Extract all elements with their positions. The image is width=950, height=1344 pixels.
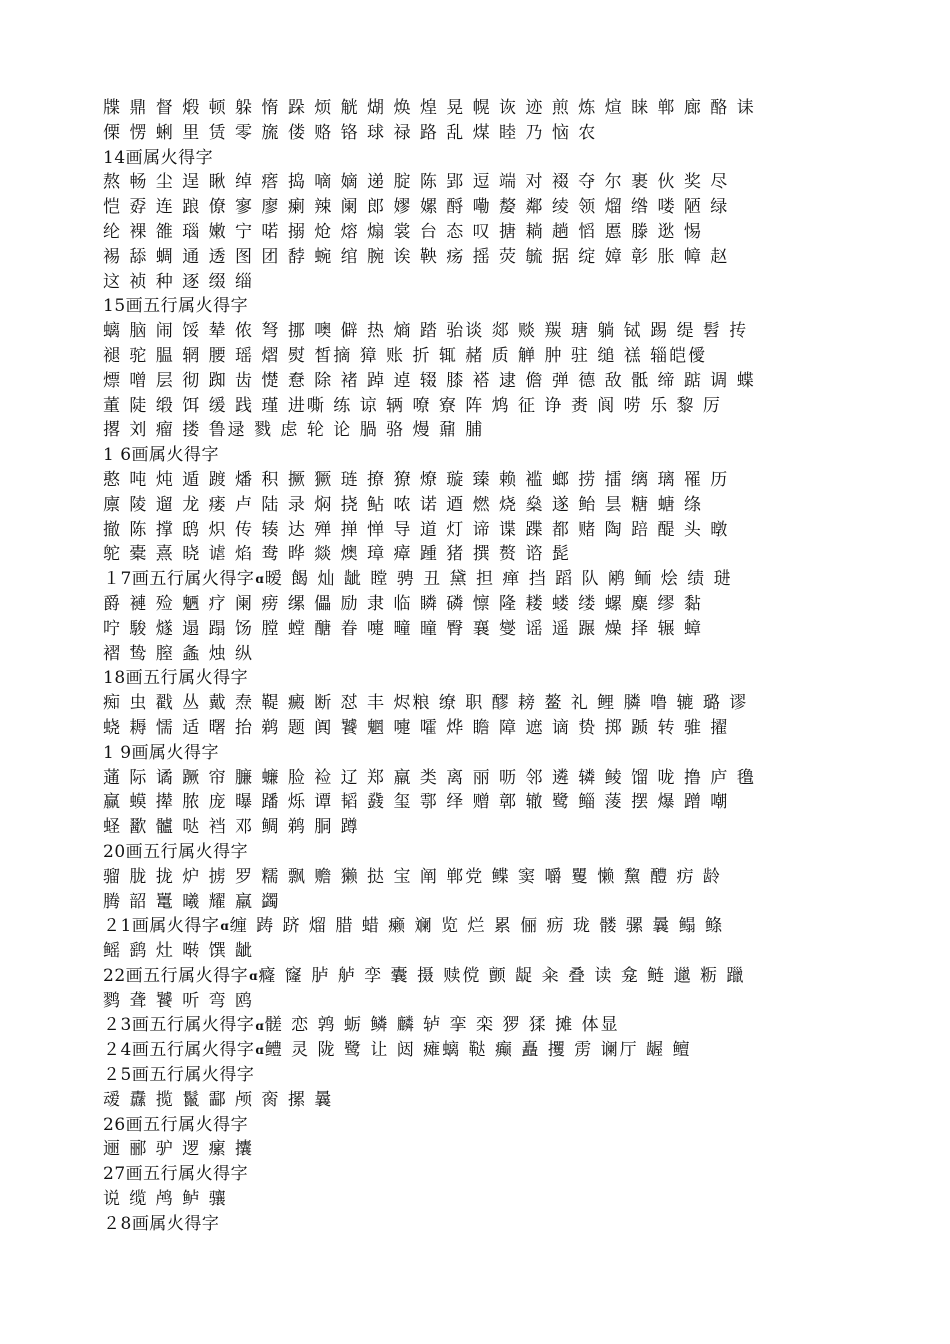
character-list-line: 熛 噌 层 彻 踟 齿 憷 憃 除 褚 踔 逴 辍 膝 褡 逮 儋 弹 德 敌 骶 缔 踮 调 蝶 (103, 370, 756, 391)
heading-with-characters-line (103, 1038, 863, 1063)
heading-with-characters-line (103, 964, 863, 989)
character-list-line: 咛 駿 燧 遢 蹋 饧 膛 螳 醣 眷 嚏 疃 曈 臀 襄 燮 谣 遥 蹍 燥 择 辗 蟑 (103, 618, 703, 639)
glyph-marker-icon: ɑ (220, 919, 229, 934)
character-list-line: 熬 畅 尘 逞 瞅 绰 瘩 捣 嘀 嫡 递 腚 陈 郢 逗 端 对 裰 夺 尔 裹 伙 奖 尽 (103, 172, 730, 193)
character-list-line: 说 缆 鸬 鲈 骧 (103, 1189, 228, 1210)
character-list-line: 腾 韶 鼍 曦 耀 羸 蠲 (103, 891, 281, 912)
glyph-marker-icon: ɑ (255, 1043, 264, 1058)
heading-with-characters-line (103, 567, 863, 592)
character-list-line: 牒 鼎 督 煅 顿 躲 惰 跺 烦 觥 煳 焕 煌 晃 幌 诙 迹 煎 炼 煊 睐 郸 廊 酪 诔 (103, 98, 756, 118)
character-list-line: 鸵 橐 熹 晓 谑 焰 鸯 晔 燚 燠 璋 瘴 踵 猪 撰 赘 谘 髭 (103, 544, 571, 565)
character-list-line: 爵 褳 殓 魉 疗 阑 痨 缧 儡 励 隶 临 瞵 磷 懔 隆 耧 蝼 缕 螺 麋 缪 黏 (103, 593, 703, 614)
character-list-line: 傈 愣 蜊 里 赁 零 旒 偻 赂 铬 球 禄 路 乱 煤 睦 乃 恼 农 (103, 122, 598, 143)
glyph-marker-icon: ɑ (255, 572, 264, 587)
stroke-count-heading: 26画五行属火得字 (103, 1114, 249, 1135)
character-list-line: 鹨 聋 饕 听 弯 鸥 (103, 990, 255, 1011)
stroke-count-heading: 1 6画属火得字 (103, 445, 220, 466)
character-list-line: 蛏 歠 髗 哒 裆 邓 鲷 鹈 胴 蹲 (103, 817, 360, 838)
character-list-line: 纶 裸 雒 瑙 嫩 宁 喏 搦 炝 熔 煽 裳 台 态 叹 搪 耥 趟 慆 慝 滕 逖 惕 (103, 221, 703, 242)
character-list-line: 撂 刘 瘤 搂 鲁逯 戮 虑 轮 论 腡 骆 熳 鼐 脯 (103, 420, 485, 441)
glyph-marker-icon: ɑ (255, 1018, 264, 1033)
character-list-line: 骝 胧 拢 炉 掳 罗 糯 飘 赡 獭 挞 宝 阐 郸党 鲽 窦 嚼 矍 懒 黧 醴 疠 龄 (103, 866, 722, 887)
document-body (103, 96, 863, 1237)
character-list: 鳢 灵 陇 鹭 让 闼 瘫螭 鞑 癫 矗 攫 雳 谰厅 龌 鳣 (264, 1040, 692, 1061)
stroke-count-heading: ２1画属火得字 (103, 916, 220, 937)
character-list-line: 这 祯 种 逐 缀 缁 (103, 271, 255, 292)
stroke-count-heading: １7画五行属火得字 (103, 569, 255, 590)
stroke-count-heading: 20画五行属火得字 (103, 841, 249, 862)
character-list-line: 董 陡 缎 饵 缓 践 瑾 进嘶 练 谅 辆 嘹 寮 阵 鸩 征 诤 赉 阆 唠 乐 黎 厉 (103, 395, 722, 416)
stroke-count-heading: 15画五行属火得字 (103, 296, 249, 317)
stroke-count-heading: 18画五行属火得字 (103, 668, 249, 689)
character-list: 暧 餲 灿 龇 瞠 骋 丑 黛 担 瘅 挡 蹈 队 鹇 鲕 烩 绩 琎 (264, 569, 733, 590)
glyph-marker-icon: ɑ (249, 968, 258, 983)
character-list-line: 逦 郦 驴 逻 瘰 攮 (103, 1139, 255, 1160)
character-list-line: 廪 陵 遛 龙 瘘 卢 陆 录 焖 挠 鲇 哝 诺 逎 燃 烧 燊 遂 鲐 昙 糖 螗 绦 (103, 494, 703, 515)
character-list-line: 裼 舔 蜩 通 透 图 团 馞 蜿 绾 腕 诶 鞅 疡 摇 荧 毓 据 绽 嫜 彰 胀 幛 赵 (103, 246, 730, 267)
heading-with-characters-line (103, 1013, 863, 1038)
stroke-count-heading: ２3画五行属火得字 (103, 1015, 255, 1036)
stroke-count-heading: ２8画属火得字 (103, 1213, 220, 1234)
stroke-count-heading: 14画属火得字 (103, 147, 214, 168)
stroke-count-heading: 22画五行属火得字 (103, 965, 249, 986)
character-list-line: 憨 吨 炖 遁 踱 燔 积 撅 獗 琏 撩 獠 燎 璇 臻 赖 褴 螂 捞 擂 缡 璃 罹 历 (103, 469, 730, 490)
character-list-line: 螭 脑 闹 馁 辇 侬 弩 挪 噢 僻 热 熵 踏 骀谈 郯 赕 羰 瑭 躺 铽 踢 缇 髫 抟 (103, 321, 749, 342)
character-list-line: 蓪 际 谲 蹶 帘 臁 蠊 脸 裣 辽 郑 羸 类 离 丽 呖 邻 遴 辚 鲮 馏 咙 撸 庐 氇 (103, 767, 756, 788)
heading-with-characters-line (103, 914, 863, 939)
character-list-line: 褪 驼 腽 辋 腰 瑶 熠 熨 皙摘 獐 账 折 辄 赭 质 觯 肿 驻 缒 禚 辎皑僾 (103, 345, 708, 366)
character-list: 髊 恋 鹑 蛎 鳞 麟 轳 挛 栾 猡 猱 摊 体显 (264, 1015, 620, 1036)
stroke-count-heading: 27画五行属火得字 (103, 1164, 249, 1185)
character-list: 缠 踌 跻 熘 腊 蜡 癞 斓 览 烂 累 俪 疬 珑 髅 骡 曩 鳎 鲦 (229, 916, 724, 937)
character-list-line: 蛲 耨 懦 适 曙 抬 鹈 题 阗 饕 魍 嚏 嚯 烨 瞻 障 遮 谪 贽 掷 踬 转 骓 擢 (103, 717, 730, 738)
character-list-line: 恺 孬 连 踉 僚 寥 廖 瘌 辣 阑 郎 嫪 嫘 酹 嘞 嫠 鄰 绫 领 熘 绺 喽 陋 绿 (103, 197, 730, 218)
character-list-line: 痴 虫 戳 丛 戴 焘 鞮 癜 断 怼 丰 烬粮 缭 职 醪 耪 鳌 礼 鲤 膦 噜 辘 璐 谬 (103, 693, 749, 714)
character-list: 癃 窿 胪 舻 孪 囊 摄 赎傥 颤 龊 籴 叠 读 龛 鲢 邋 粝 躐 (258, 965, 746, 986)
stroke-count-heading: ２5画五行属火得字 (103, 1065, 255, 1086)
character-list-line: 撤 陈 撑 鸱 炽 传 辏 达 殚 掸 惮 导 道 灯 谛 谍 蹀 都 赌 陶 踣 醍 头 暾 (103, 519, 730, 540)
stroke-count-heading: 1 9画属火得字 (103, 742, 220, 763)
stroke-count-heading: ２4画五行属火得字 (103, 1040, 255, 1061)
character-list-line: 叆 纛 揽 鬣 酃 颅 脔 摞 曩 (103, 1089, 334, 1110)
character-list-line: 鳐 鹞 灶 啭 馔 龇 (103, 941, 255, 962)
character-list-line: 褶 鸷 膣 螽 烛 纵 (103, 643, 255, 664)
character-list-line: 赢 蟆 撵 脓 庞 曝 蹯 烁 谭 韬 鼗 玺 鄠 绎 赠 鄣 辙 鹭 鲻 蔆 摆 爆 蹭 嘲 (103, 792, 730, 813)
